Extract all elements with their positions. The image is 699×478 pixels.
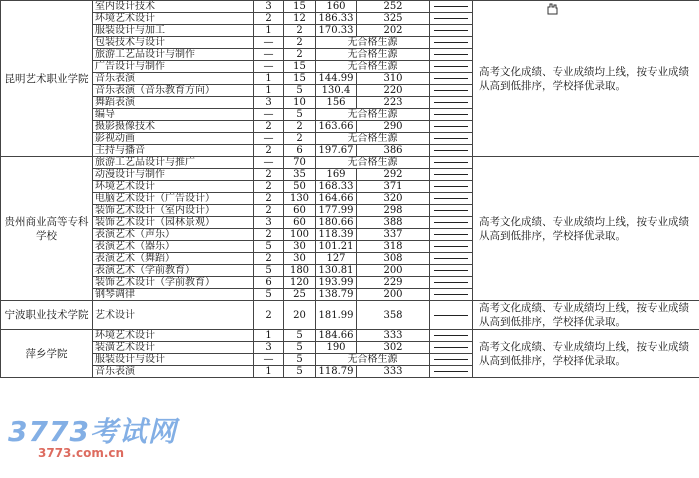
- blank-column: [430, 49, 473, 61]
- plan-count: 2: [284, 49, 316, 61]
- major-score: 386: [357, 145, 430, 157]
- admitted-count: 2: [254, 145, 284, 157]
- blank-column: [430, 265, 473, 277]
- major-score: 358: [357, 301, 430, 330]
- dash-line: [434, 234, 468, 235]
- blank-column: [430, 217, 473, 229]
- blank-column: [430, 301, 473, 330]
- dash-line: [434, 42, 468, 43]
- major-name: 装饰艺术设计（室内设计）: [93, 205, 254, 217]
- admitted-count: 5: [254, 241, 284, 253]
- admitted-count: 3: [254, 217, 284, 229]
- dash-line: [434, 294, 468, 295]
- admitted-count: 2: [254, 253, 284, 265]
- admission-rule: 高考文化成绩、专业成绩均上线，按专业成绩从高到低排序，学校择优录取。: [473, 301, 699, 330]
- major-name: 旅游工艺品设计与制作: [93, 49, 254, 61]
- major-name: 舞蹈表演: [93, 97, 254, 109]
- major-name: 服装设计与设计: [93, 354, 254, 366]
- major-score: 292: [357, 169, 430, 181]
- major-score: 252: [357, 1, 430, 13]
- blank-column: [430, 342, 473, 354]
- major-score: 308: [357, 253, 430, 265]
- major-name: 表演艺术（声乐）: [93, 229, 254, 241]
- blank-column: [430, 133, 473, 145]
- blank-column: [430, 289, 473, 301]
- no-qualified-source: 无合格生源: [316, 37, 430, 49]
- dash-line: [434, 66, 468, 67]
- culture-score: 118.39: [316, 229, 357, 241]
- dash-line: [434, 126, 468, 127]
- plan-count: 120: [284, 277, 316, 289]
- admitted-count: 5: [254, 265, 284, 277]
- plan-count: 60: [284, 217, 316, 229]
- dash-line: [434, 258, 468, 259]
- major-name: 音乐表演: [93, 366, 254, 378]
- dash-line: [434, 246, 468, 247]
- blank-column: [430, 277, 473, 289]
- blank-column: [430, 157, 473, 169]
- culture-score: 181.99: [316, 301, 357, 330]
- major-score: 320: [357, 193, 430, 205]
- dash-line: [434, 30, 468, 31]
- major-name: 电脑艺术设计（广告设计）: [93, 193, 254, 205]
- dash-line: [434, 150, 468, 151]
- culture-score: 190: [316, 342, 357, 354]
- table-row: [1, 1, 699, 13]
- major-name: 摄影摄像技术: [93, 121, 254, 133]
- culture-score: 156: [316, 97, 357, 109]
- dash-line: [434, 210, 468, 211]
- admitted-count: 3: [254, 97, 284, 109]
- school-name: 萍乡学院: [1, 330, 93, 378]
- blank-column: [430, 253, 473, 265]
- plan-count: 12: [284, 13, 316, 25]
- plan-count: 5: [284, 366, 316, 378]
- plan-count: 100: [284, 229, 316, 241]
- admitted-count: 1: [254, 366, 284, 378]
- culture-score: 130.4: [316, 85, 357, 97]
- blank-column: [430, 121, 473, 133]
- dash-line: [434, 6, 468, 7]
- admitted-count: —: [254, 157, 284, 169]
- school-name: 昆明艺术职业学院: [1, 1, 93, 157]
- table-row: [1, 330, 699, 342]
- blank-column: [430, 241, 473, 253]
- dash-line: [434, 335, 468, 336]
- plan-count: 180: [284, 265, 316, 277]
- plan-count: 2: [284, 25, 316, 37]
- admitted-count: —: [254, 37, 284, 49]
- admitted-count: 2: [254, 193, 284, 205]
- plan-count: 130: [284, 193, 316, 205]
- blank-column: [430, 25, 473, 37]
- major-name: 编导: [93, 109, 254, 121]
- dash-line: [434, 371, 468, 372]
- admitted-count: 2: [254, 181, 284, 193]
- school-name: 宁波职业技术学院: [1, 301, 93, 330]
- watermark-logo: 3773考试网: [8, 415, 177, 448]
- plan-count: 20: [284, 301, 316, 330]
- blank-column: [430, 354, 473, 366]
- culture-score: 144.99: [316, 73, 357, 85]
- plan-count: 5: [284, 109, 316, 121]
- major-name: 装潢艺术设计: [93, 342, 254, 354]
- major-score: 333: [357, 330, 430, 342]
- no-qualified-source: 无合格生源: [316, 354, 430, 366]
- major-name: 装饰艺术设计（学前教育）: [93, 277, 254, 289]
- admitted-count: 1: [254, 85, 284, 97]
- culture-score: 101.21: [316, 241, 357, 253]
- dash-line: [434, 270, 468, 271]
- admitted-count: —: [254, 133, 284, 145]
- admission-rule: 高考文化成绩、专业成绩均上线，按专业成绩从高到低排序，学校择优录取。: [473, 1, 699, 157]
- dash-line: [434, 78, 468, 79]
- culture-score: 169: [316, 169, 357, 181]
- blank-column: [430, 330, 473, 342]
- plan-count: 50: [284, 181, 316, 193]
- major-score: 388: [357, 217, 430, 229]
- admitted-count: —: [254, 109, 284, 121]
- dash-line: [434, 222, 468, 223]
- dash-line: [434, 18, 468, 19]
- culture-score: 164.66: [316, 193, 357, 205]
- culture-score: 127: [316, 253, 357, 265]
- blank-column: [430, 37, 473, 49]
- culture-score: 118.79: [316, 366, 357, 378]
- blank-column: [430, 181, 473, 193]
- plan-count: 5: [284, 342, 316, 354]
- admitted-count: 1: [254, 330, 284, 342]
- plan-count: 5: [284, 354, 316, 366]
- plan-count: 60: [284, 205, 316, 217]
- admitted-count: —: [254, 61, 284, 73]
- admitted-count: 2: [254, 229, 284, 241]
- admission-rule: 高考文化成绩、专业成绩均上线，按专业成绩从高到低排序，学校择优录取。: [473, 157, 699, 301]
- dash-line: [434, 186, 468, 187]
- culture-score: 186.33: [316, 13, 357, 25]
- admitted-count: 2: [254, 205, 284, 217]
- major-name: 室内设计技术: [93, 1, 254, 13]
- culture-score: 184.66: [316, 330, 357, 342]
- culture-score: 138.79: [316, 289, 357, 301]
- culture-score: 193.99: [316, 277, 357, 289]
- major-score: 202: [357, 25, 430, 37]
- major-score: 318: [357, 241, 430, 253]
- major-name: 环境艺术设计: [93, 181, 254, 193]
- blank-column: [430, 193, 473, 205]
- no-qualified-source: 无合格生源: [316, 61, 430, 73]
- admitted-count: —: [254, 354, 284, 366]
- major-score: 223: [357, 97, 430, 109]
- plan-count: 30: [284, 253, 316, 265]
- major-name: 广告设计与制作: [93, 61, 254, 73]
- major-name: 影视动画: [93, 133, 254, 145]
- no-qualified-source: 无合格生源: [316, 109, 430, 121]
- admitted-count: —: [254, 49, 284, 61]
- blank-column: [430, 169, 473, 181]
- major-score: 298: [357, 205, 430, 217]
- major-name: 动漫设计与制作: [93, 169, 254, 181]
- major-score: 337: [357, 229, 430, 241]
- dash-line: [434, 198, 468, 199]
- blank-column: [430, 205, 473, 217]
- dash-line: [434, 90, 468, 91]
- major-name: 环境艺术设计: [93, 330, 254, 342]
- blank-column: [430, 61, 473, 73]
- major-score: 325: [357, 13, 430, 25]
- dash-line: [434, 282, 468, 283]
- culture-score: 168.33: [316, 181, 357, 193]
- no-qualified-source: 无合格生源: [316, 157, 430, 169]
- major-name: 表演艺术（舞蹈）: [93, 253, 254, 265]
- culture-score: 170.33: [316, 25, 357, 37]
- dash-line: [434, 162, 468, 163]
- blank-column: [430, 366, 473, 378]
- major-name: 装饰艺术设计（园林景观）: [93, 217, 254, 229]
- major-name: 表演艺术（器乐）: [93, 241, 254, 253]
- blank-column: [430, 85, 473, 97]
- major-name: 旅游工艺品设计与推广: [93, 157, 254, 169]
- blank-column: [430, 97, 473, 109]
- major-score: 200: [357, 289, 430, 301]
- major-score: 220: [357, 85, 430, 97]
- dash-line: [434, 315, 468, 316]
- blank-column: [430, 229, 473, 241]
- admitted-count: 2: [254, 301, 284, 330]
- plan-count: 5: [284, 85, 316, 97]
- admitted-count: 3: [254, 1, 284, 13]
- major-name: 音乐表演: [93, 73, 254, 85]
- major-score: 310: [357, 73, 430, 85]
- blank-column: [430, 145, 473, 157]
- admission-rule: 高考文化成绩、专业成绩均上线，按专业成绩从高到低排序，学校择优录取。: [473, 330, 699, 378]
- culture-score: 130.81: [316, 265, 357, 277]
- plan-count: 15: [284, 61, 316, 73]
- plan-count: 70: [284, 157, 316, 169]
- admitted-count: 5: [254, 289, 284, 301]
- major-score: 302: [357, 342, 430, 354]
- culture-score: 180.66: [316, 217, 357, 229]
- major-name: 主持与播音: [93, 145, 254, 157]
- plan-count: 5: [284, 330, 316, 342]
- watermark-url: 3773.com.cn: [38, 446, 125, 460]
- major-score: 229: [357, 277, 430, 289]
- major-name: 环境艺术设计: [93, 13, 254, 25]
- culture-score: 177.99: [316, 205, 357, 217]
- table-row: [1, 301, 699, 330]
- admitted-count: 1: [254, 25, 284, 37]
- school-name: 贵州商业高等专科学校: [1, 157, 93, 301]
- dash-line: [434, 114, 468, 115]
- dash-line: [434, 102, 468, 103]
- admitted-count: 2: [254, 121, 284, 133]
- culture-score: 197.67: [316, 145, 357, 157]
- admitted-count: 6: [254, 277, 284, 289]
- plan-count: 2: [284, 37, 316, 49]
- blank-column: [430, 1, 473, 13]
- major-name: 钢琴调律: [93, 289, 254, 301]
- blank-column: [430, 73, 473, 85]
- table-row: [1, 157, 699, 169]
- plan-count: 15: [284, 1, 316, 13]
- dash-line: [434, 138, 468, 139]
- major-name: 表演艺术（学前教育）: [93, 265, 254, 277]
- no-qualified-source: 无合格生源: [316, 133, 430, 145]
- plan-count: 10: [284, 97, 316, 109]
- dash-line: [434, 347, 468, 348]
- admitted-count: 2: [254, 13, 284, 25]
- blank-column: [430, 13, 473, 25]
- plan-count: 6: [284, 145, 316, 157]
- plan-count: 2: [284, 121, 316, 133]
- dash-line: [434, 54, 468, 55]
- plan-count: 25: [284, 289, 316, 301]
- admitted-count: 3: [254, 342, 284, 354]
- plan-count: 2: [284, 133, 316, 145]
- major-score: 200: [357, 265, 430, 277]
- dash-line: [434, 359, 468, 360]
- plan-count: 30: [284, 241, 316, 253]
- hand-cursor-icon: [545, 0, 559, 12]
- major-name: 服装设计与加工: [93, 25, 254, 37]
- blank-column: [430, 109, 473, 121]
- dash-line: [434, 174, 468, 175]
- plan-count: 15: [284, 73, 316, 85]
- major-name: 艺术设计: [93, 301, 254, 330]
- plan-count: 35: [284, 169, 316, 181]
- major-name: 包装技术与设计: [93, 37, 254, 49]
- admitted-count: 2: [254, 169, 284, 181]
- admitted-count: 1: [254, 73, 284, 85]
- major-score: 333: [357, 366, 430, 378]
- no-qualified-source: 无合格生源: [316, 49, 430, 61]
- culture-score: 163.66: [316, 121, 357, 133]
- major-score: 290: [357, 121, 430, 133]
- major-name: 音乐表演（音乐教育方向）: [93, 85, 254, 97]
- major-score: 371: [357, 181, 430, 193]
- culture-score: 160: [316, 1, 357, 13]
